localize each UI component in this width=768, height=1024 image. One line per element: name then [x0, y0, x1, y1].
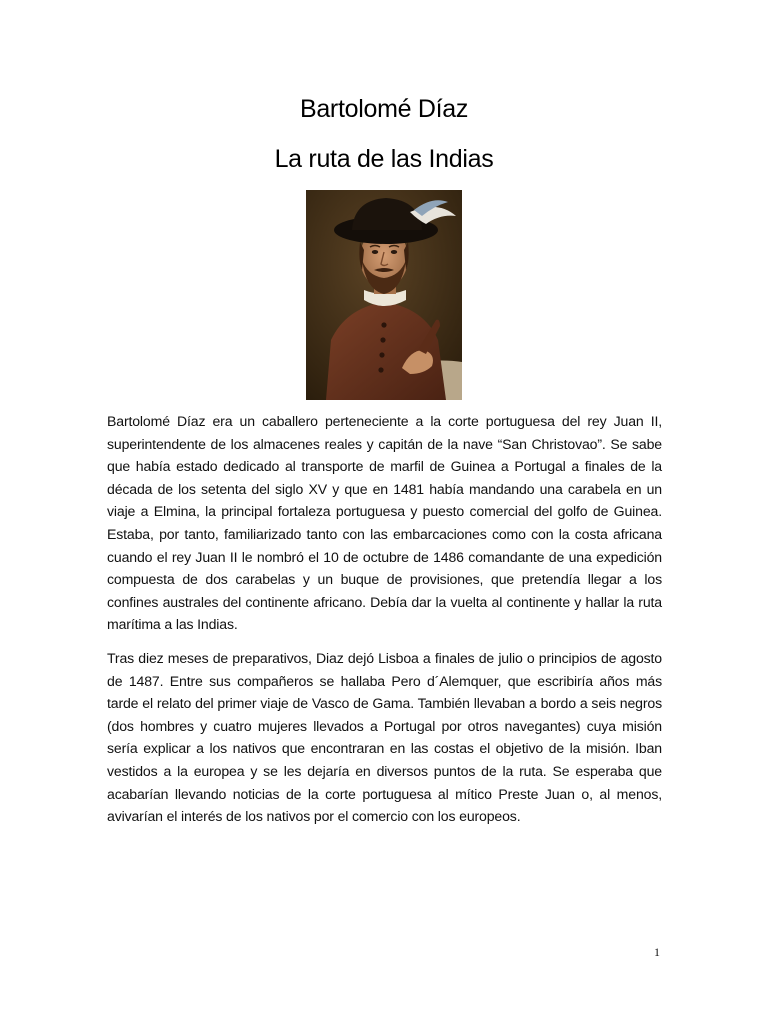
paragraph-expedition: Tras diez meses de preparativos, Diaz dejó Lisboa a finales de julio o principios de agosto de 1487. Entre sus compañeros se hallaba Pero d´Alemquer, que escribiría años más tarde el relato del primer viaje de Vasco de Gama. También llevaban a bordo a seis negros (dos hombres y cuatro mujeres llevados a Portugal por otros navegantes) cuya misión sería explicar a los nativos que encontraran en las costas el objetivo de la misión. Iban vestidos a la europea y se les dejaría en diversos puntos de la ruta. Se esperaba que acabarían llevando noticias de la corte portuguesa al mítico Preste Juan o, al menos, avivarían el interés de los nativos por el comercio con los europeos. [107, 650, 662, 825]
portrait-of-bartolome-diaz-icon [306, 190, 462, 400]
document-title: Bartolomé Díaz [299, 95, 469, 123]
paragraph-intro: Bartolomé Díaz era un caballero perteneciente a la corte portuguesa del rey Juan II, superintendente de los almacenes reales y capitán de la nave “San Christovao”. Se sabe que había estado dedicado al transporte de marfil de Guinea a Portugal a finales de la década de los setenta del siglo XV y que en 1481 había mandando una carabela en un viaje a Elmina, la principal fortaleza portuguesa y puesto comercial del golfo de Guinea. Estaba, por tanto, familiarizado tanto con las embarcaciones como con la costa africana cuando el rey Juan II le nombró el 10 de octubre de 1486 comandante de una expedición compuesta de dos carabelas y un buque de provisiones, que pretendía llegar a los confines australes del continente africano. Debía dar la vuelta al continente y hallar la ruta marítima a las Indias. [107, 413, 662, 633]
page-number: 1 [654, 945, 660, 959]
document-subtitle: La ruta de las Indias [274, 145, 494, 173]
portrait-image [306, 190, 462, 400]
